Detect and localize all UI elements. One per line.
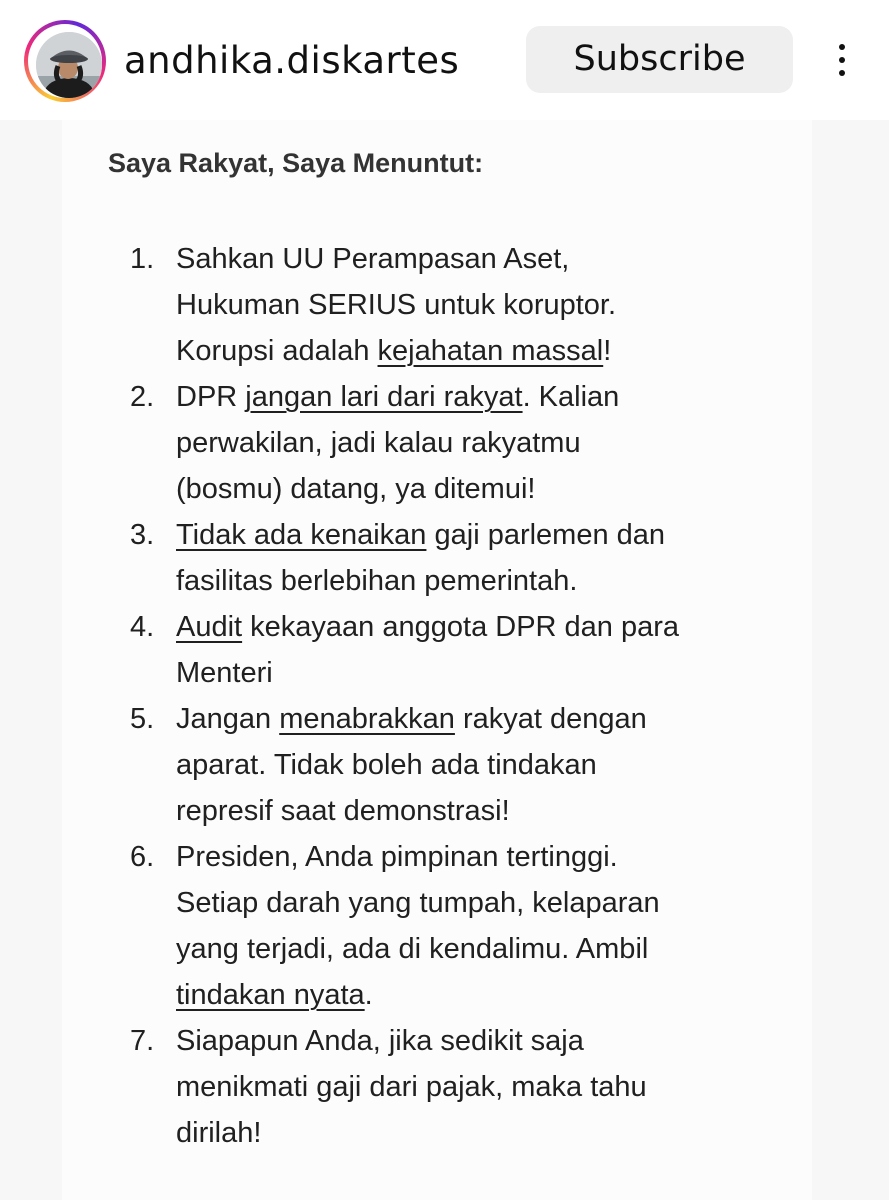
item-line: aparat. Tidak boleh ada tindakan: [176, 749, 597, 781]
item-number: 2.: [130, 381, 155, 413]
item-line: [176, 328, 770, 374]
item-line: Hukuman SERIUS untuk koruptor.: [176, 289, 617, 321]
item-text: DPR: [176, 381, 246, 413]
item-text: rakyat dengan: [454, 703, 647, 735]
list-item: [130, 834, 770, 1018]
underlined-text: jangan lari dari rakyat: [245, 381, 523, 413]
underlined-text: kejahatan massal: [377, 335, 604, 367]
item-number: 3.: [130, 519, 155, 551]
avatar[interactable]: [36, 32, 102, 98]
item-line: [176, 972, 770, 1018]
item-line: (bosmu) datang, ya ditemui!: [176, 473, 536, 505]
item-line: [176, 374, 770, 420]
item-number: 1.: [130, 243, 155, 275]
item-text: kekayaan anggota DPR dan para: [242, 611, 680, 643]
item-text: !: [603, 335, 612, 367]
item-line: menikmati gaji dari pajak, maka tahu: [176, 1071, 647, 1103]
item-text: . Kalian: [522, 381, 620, 413]
item-number: 4.: [130, 611, 155, 643]
item-line: yang terjadi, ada di kendalimu. Ambil: [176, 933, 649, 965]
list-item: [130, 604, 770, 696]
list-item: [130, 512, 770, 604]
item-text: Korupsi adalah: [176, 335, 378, 367]
post-header: [0, 0, 889, 120]
item-text: .: [364, 979, 373, 1011]
item-line: [176, 696, 770, 742]
more-vertical-icon[interactable]: [828, 40, 856, 80]
underlined-text: Tidak ada kenaikan: [176, 519, 427, 551]
profile-photo-icon: [36, 32, 102, 98]
item-line: [176, 512, 770, 558]
list-item: [130, 236, 770, 374]
list-item: [130, 1018, 770, 1156]
item-line: [176, 604, 770, 650]
list-item: [130, 374, 770, 512]
item-line: Presiden, Anda pimpinan tertinggi.: [176, 841, 618, 873]
underlined-text: tindakan nyata: [176, 979, 365, 1011]
demands-heading: Saya Rakyat, Saya Menuntut:: [108, 148, 484, 178]
item-text: Jangan: [176, 703, 280, 735]
story-ring[interactable]: [24, 20, 106, 102]
demands-list: [130, 236, 770, 1156]
list-item: [130, 696, 770, 834]
underlined-text: Audit: [176, 611, 243, 643]
item-line: perwakilan, jadi kalau rakyatmu: [176, 427, 581, 459]
underlined-text: menabrakkan: [279, 703, 455, 735]
username[interactable]: andhika.diskartes: [124, 39, 460, 82]
item-number: 7.: [130, 1025, 155, 1057]
subscribe-button[interactable]: Subscribe: [526, 26, 793, 93]
item-number: 6.: [130, 841, 155, 873]
item-line: represif saat demonstrasi!: [176, 795, 510, 827]
item-number: 5.: [130, 703, 155, 735]
item-line: Menteri: [176, 657, 273, 689]
avatar-gap: [28, 24, 102, 98]
item-text: gaji parlemen dan: [426, 519, 666, 551]
item-line: dirilah!: [176, 1117, 262, 1149]
item-line: Setiap darah yang tumpah, kelaparan: [176, 887, 660, 919]
item-line: Siapapun Anda, jika sedikit saja: [176, 1025, 584, 1057]
item-line: Sahkan UU Perampasan Aset,: [176, 243, 570, 275]
item-line: fasilitas berlebihan pemerintah.: [176, 565, 578, 597]
